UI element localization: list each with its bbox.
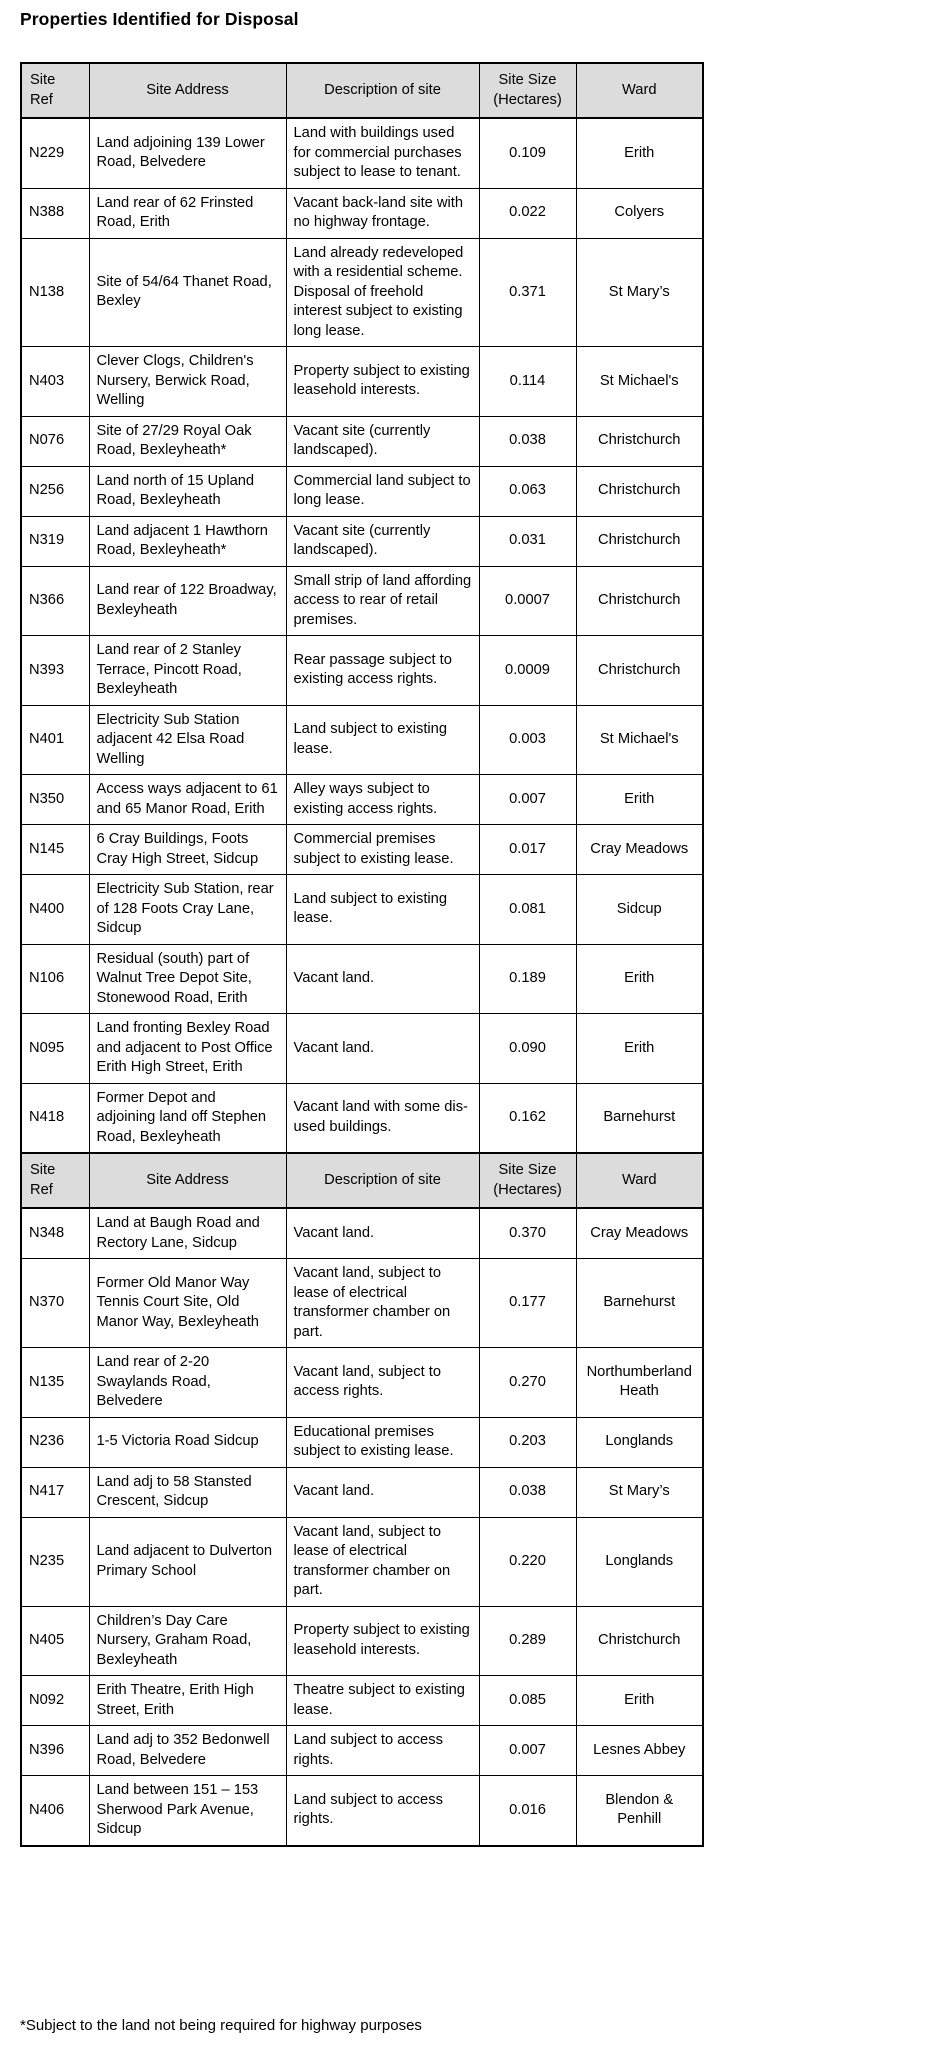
cell-site-size: 0.289 — [479, 1606, 576, 1676]
cell-site-size: 0.0007 — [479, 566, 576, 636]
table-row — [21, 347, 703, 417]
table-body — [21, 63, 703, 1846]
cell-site-ref: N401 — [21, 705, 89, 775]
cell-ward: Cray Meadows — [576, 825, 703, 875]
cell-site-size: 0.063 — [479, 466, 576, 516]
cell-description: Vacant land, subject to access rights. — [286, 1348, 479, 1418]
table-row — [21, 1606, 703, 1676]
cell-site-size: 0.177 — [479, 1259, 576, 1348]
cell-site-ref: N256 — [21, 466, 89, 516]
cell-description: Vacant land with some dis-used buildings. — [286, 1083, 479, 1153]
column-header-ward: Ward — [576, 63, 703, 118]
cell-site-address: Land north of 15 Upland Road, Bexleyheath — [89, 466, 286, 516]
cell-site-size: 0.189 — [479, 944, 576, 1014]
cell-site-size: 0.022 — [479, 188, 576, 238]
cell-ward: St Mary’s — [576, 1467, 703, 1517]
cell-site-address: Land adjoining 139 Lower Road, Belvedere — [89, 118, 286, 188]
cell-site-address: Land rear of 2-20 Swaylands Road, Belvedere — [89, 1348, 286, 1418]
cell-description: Vacant site (currently landscaped). — [286, 516, 479, 566]
cell-site-address: Electricity Sub Station, rear of 128 Foots Cray Lane, Sidcup — [89, 875, 286, 945]
cell-site-ref: N076 — [21, 416, 89, 466]
cell-site-size: 0.162 — [479, 1083, 576, 1153]
cell-site-size: 0.203 — [479, 1417, 576, 1467]
cell-description: Land already redeveloped with a residential scheme. Disposal of freehold interest subject to existing long lease. — [286, 238, 479, 347]
cell-description: Commercial premises subject to existing lease. — [286, 825, 479, 875]
disposal-table-container — [20, 62, 702, 1847]
cell-description: Vacant land. — [286, 1467, 479, 1517]
cell-site-ref: N138 — [21, 238, 89, 347]
cell-site-ref: N106 — [21, 944, 89, 1014]
cell-ward: Christchurch — [576, 1606, 703, 1676]
cell-ward: Erith — [576, 944, 703, 1014]
cell-site-size: 0.038 — [479, 416, 576, 466]
cell-site-size: 0.003 — [479, 705, 576, 775]
column-header-site-size — [479, 1153, 576, 1208]
cell-site-address: Erith Theatre, Erith High Street, Erith — [89, 1676, 286, 1726]
column-header-site-ref: Site Ref — [21, 1153, 89, 1208]
column-header-site-address: Site Address — [89, 1153, 286, 1208]
cell-site-address: Electricity Sub Station adjacent 42 Elsa Road Welling — [89, 705, 286, 775]
table-row — [21, 705, 703, 775]
cell-ward: Blendon & Penhill — [576, 1776, 703, 1846]
cell-site-address: Children’s Day Care Nursery, Graham Road, Bexleyheath — [89, 1606, 286, 1676]
cell-site-address: Land at Baugh Road and Rectory Lane, Sidcup — [89, 1208, 286, 1259]
cell-site-address: 6 Cray Buildings, Foots Cray High Street, Sidcup — [89, 825, 286, 875]
column-header-site-size-line2: (Hectares) — [493, 91, 562, 108]
cell-site-size: 0.081 — [479, 875, 576, 945]
cell-site-size: 0.007 — [479, 1726, 576, 1776]
cell-ward: Christchurch — [576, 466, 703, 516]
cell-description: Land subject to existing lease. — [286, 875, 479, 945]
cell-ward: Erith — [576, 1014, 703, 1084]
cell-description: Land subject to access rights. — [286, 1776, 479, 1846]
cell-ward: St Michael's — [576, 705, 703, 775]
table-row — [21, 1676, 703, 1726]
cell-site-address: Site of 27/29 Royal Oak Road, Bexleyheath* — [89, 416, 286, 466]
table-row — [21, 1083, 703, 1153]
table-row — [21, 1259, 703, 1348]
cell-site-address: Former Depot and adjoining land off Stephen Road, Bexleyheath — [89, 1083, 286, 1153]
cell-ward: Christchurch — [576, 416, 703, 466]
cell-site-ref: N366 — [21, 566, 89, 636]
cell-description: Land subject to existing lease. — [286, 705, 479, 775]
table-row — [21, 416, 703, 466]
cell-site-ref: N393 — [21, 636, 89, 706]
cell-site-address: Land fronting Bexley Road and adjacent to Post Office Erith High Street, Erith — [89, 1014, 286, 1084]
cell-ward: Erith — [576, 118, 703, 188]
cell-site-size: 0.090 — [479, 1014, 576, 1084]
column-header-site-address: Site Address — [89, 63, 286, 118]
cell-site-address: Land adjacent 1 Hawthorn Road, Bexleyheath* — [89, 516, 286, 566]
cell-site-address: Land adj to 58 Stansted Crescent, Sidcup — [89, 1467, 286, 1517]
table-row — [21, 466, 703, 516]
cell-site-size: 0.109 — [479, 118, 576, 188]
cell-site-address: Residual (south) part of Walnut Tree Depot Site, Stonewood Road, Erith — [89, 944, 286, 1014]
cell-description: Vacant land, subject to lease of electrical transformer chamber on part. — [286, 1259, 479, 1348]
cell-description: Land subject to access rights. — [286, 1726, 479, 1776]
cell-site-ref: N396 — [21, 1726, 89, 1776]
table-row — [21, 1726, 703, 1776]
cell-description: Small strip of land affording access to rear of retail premises. — [286, 566, 479, 636]
table-row — [21, 875, 703, 945]
column-header-site-size-line1: Site Size — [498, 72, 557, 88]
table-row — [21, 1517, 703, 1606]
table-row — [21, 1208, 703, 1259]
cell-site-ref: N145 — [21, 825, 89, 875]
cell-site-size: 0.270 — [479, 1348, 576, 1418]
cell-site-ref: N403 — [21, 347, 89, 417]
cell-site-size: 0.038 — [479, 1467, 576, 1517]
table-header-row — [21, 1153, 703, 1208]
page-title: Properties Identified for Disposal — [20, 9, 299, 29]
table-row — [21, 238, 703, 347]
cell-site-ref: N135 — [21, 1348, 89, 1418]
cell-description: Land with buildings used for commercial purchases subject to lease to tenant. — [286, 118, 479, 188]
table-header-row — [21, 63, 703, 118]
table-row — [21, 1417, 703, 1467]
cell-description: Vacant land. — [286, 1208, 479, 1259]
cell-ward: Northumberland Heath — [576, 1348, 703, 1418]
column-header-site-size-line2: (Hectares) — [493, 1181, 562, 1198]
table-row — [21, 1014, 703, 1084]
table-row — [21, 1776, 703, 1846]
properties-disposal-table — [20, 62, 704, 1847]
cell-site-address: Land adjacent to Dulverton Primary School — [89, 1517, 286, 1606]
column-header-site-size — [479, 63, 576, 118]
cell-site-address: Access ways adjacent to 61 and 65 Manor Road, Erith — [89, 775, 286, 825]
cell-description: Educational premises subject to existing lease. — [286, 1417, 479, 1467]
cell-site-address: Land rear of 62 Frinsted Road, Erith — [89, 188, 286, 238]
cell-site-address: Land adj to 352 Bedonwell Road, Belvedere — [89, 1726, 286, 1776]
cell-site-ref: N348 — [21, 1208, 89, 1259]
cell-site-ref: N236 — [21, 1417, 89, 1467]
cell-description: Alley ways subject to existing access rights. — [286, 775, 479, 825]
cell-description: Property subject to existing leasehold interests. — [286, 347, 479, 417]
cell-site-ref: N229 — [21, 118, 89, 188]
cell-site-address: Site of 54/64 Thanet Road, Bexley — [89, 238, 286, 347]
cell-site-size: 0.0009 — [479, 636, 576, 706]
table-row — [21, 1348, 703, 1418]
cell-ward: Barnehurst — [576, 1083, 703, 1153]
cell-ward: Christchurch — [576, 636, 703, 706]
cell-site-ref: N235 — [21, 1517, 89, 1606]
cell-site-ref: N388 — [21, 188, 89, 238]
cell-site-ref: N350 — [21, 775, 89, 825]
cell-ward: Erith — [576, 1676, 703, 1726]
cell-site-size: 0.370 — [479, 1208, 576, 1259]
cell-site-ref: N417 — [21, 1467, 89, 1517]
column-header-site-size-line1: Site Size — [498, 1162, 557, 1178]
cell-description: Rear passage subject to existing access rights. — [286, 636, 479, 706]
cell-site-size: 0.007 — [479, 775, 576, 825]
cell-site-ref: N319 — [21, 516, 89, 566]
cell-site-size: 0.031 — [479, 516, 576, 566]
table-row — [21, 118, 703, 188]
cell-site-size: 0.016 — [479, 1776, 576, 1846]
table-row — [21, 566, 703, 636]
cell-site-size: 0.017 — [479, 825, 576, 875]
cell-site-size: 0.371 — [479, 238, 576, 347]
cell-ward: Christchurch — [576, 516, 703, 566]
cell-site-size: 0.085 — [479, 1676, 576, 1726]
table-row — [21, 188, 703, 238]
cell-site-ref: N405 — [21, 1606, 89, 1676]
cell-description: Theatre subject to existing lease. — [286, 1676, 479, 1726]
table-footnote: *Subject to the land not being required for highway purposes — [20, 2017, 422, 2034]
column-header-site-ref: Site Ref — [21, 63, 89, 118]
cell-site-ref: N095 — [21, 1014, 89, 1084]
cell-ward: Cray Meadows — [576, 1208, 703, 1259]
cell-ward: Erith — [576, 775, 703, 825]
table-row — [21, 944, 703, 1014]
column-header-ward: Ward — [576, 1153, 703, 1208]
cell-site-ref: N092 — [21, 1676, 89, 1726]
cell-site-ref: N406 — [21, 1776, 89, 1846]
cell-site-ref: N418 — [21, 1083, 89, 1153]
cell-ward: Longlands — [576, 1417, 703, 1467]
table-row — [21, 775, 703, 825]
cell-site-address: Former Old Manor Way Tennis Court Site, Old Manor Way, Bexleyheath — [89, 1259, 286, 1348]
cell-ward: Longlands — [576, 1517, 703, 1606]
table-row — [21, 636, 703, 706]
cell-ward: Barnehurst — [576, 1259, 703, 1348]
cell-site-ref: N370 — [21, 1259, 89, 1348]
cell-site-ref: N400 — [21, 875, 89, 945]
cell-site-size: 0.220 — [479, 1517, 576, 1606]
cell-site-size: 0.114 — [479, 347, 576, 417]
table-row — [21, 825, 703, 875]
cell-description: Property subject to existing leasehold interests. — [286, 1606, 479, 1676]
cell-ward: Lesnes Abbey — [576, 1726, 703, 1776]
table-row — [21, 516, 703, 566]
cell-site-address: Land rear of 122 Broadway, Bexleyheath — [89, 566, 286, 636]
cell-site-address: Land rear of 2 Stanley Terrace, Pincott Road, Bexleyheath — [89, 636, 286, 706]
cell-description: Vacant site (currently landscaped). — [286, 416, 479, 466]
cell-ward: Christchurch — [576, 566, 703, 636]
cell-description: Vacant land. — [286, 944, 479, 1014]
cell-site-address: Clever Clogs, Children's Nursery, Berwick Road, Welling — [89, 347, 286, 417]
column-header-description: Description of site — [286, 1153, 479, 1208]
cell-description: Vacant back-land site with no highway frontage. — [286, 188, 479, 238]
cell-site-address: Land between 151 – 153 Sherwood Park Avenue, Sidcup — [89, 1776, 286, 1846]
cell-description: Vacant land, subject to lease of electrical transformer chamber on part. — [286, 1517, 479, 1606]
cell-description: Vacant land. — [286, 1014, 479, 1084]
cell-ward: St Mary’s — [576, 238, 703, 347]
cell-ward: Sidcup — [576, 875, 703, 945]
cell-ward: St Michael's — [576, 347, 703, 417]
cell-description: Commercial land subject to long lease. — [286, 466, 479, 516]
column-header-description: Description of site — [286, 63, 479, 118]
table-row — [21, 1467, 703, 1517]
cell-site-address: 1-5 Victoria Road Sidcup — [89, 1417, 286, 1467]
cell-ward: Colyers — [576, 188, 703, 238]
